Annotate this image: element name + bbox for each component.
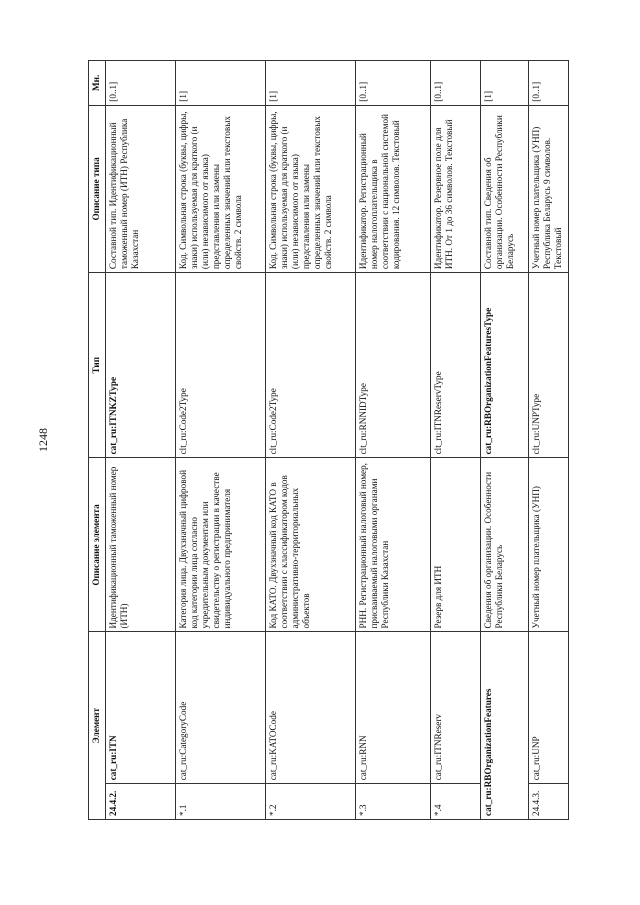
multiplicity: [1] xyxy=(266,61,356,106)
type-name: clt_ru:Code2Type xyxy=(266,273,356,458)
row-number: *.1 xyxy=(176,784,266,820)
element-description: Сведения об организации. Особенности Республики Беларусь xyxy=(481,458,529,632)
type-description: Составной тип. Сведения об организации. Особенности Республики Беларусь xyxy=(481,105,529,272)
type-description: Код. Символьная строка (буквы, цифры, знаки) используемая для краткого (и (или) независимого от языка) представления или замены определенных значений или текстовых свойств. 2 символа xyxy=(266,105,356,272)
table-row xyxy=(481,61,529,820)
table-row xyxy=(431,61,481,820)
element-description: Идентификационный таможенный номер (ИТН) xyxy=(106,458,176,632)
header-multiplicity: Мн. xyxy=(89,61,106,106)
rotated-table-container xyxy=(88,60,618,820)
type-description: Код. Символьная строка (буквы, цифры, знаки) используемая для краткого (и (или) независимого от языка) представления или замены определенных значений или текстовых свойств. 2 символа xyxy=(176,105,266,272)
header-type-description: Описание типа xyxy=(89,105,106,272)
element-name: cat_ru:ITNReserv xyxy=(431,632,481,784)
multiplicity: [0..1] xyxy=(106,61,176,106)
type-name: clt_ru:Code2Type xyxy=(176,273,266,458)
type-name: cat_ru:RBOrganizationFeaturesType xyxy=(481,273,529,458)
multiplicity: [0..1] xyxy=(356,61,431,106)
element-name: cat_ru:ITN xyxy=(106,632,176,784)
table-row xyxy=(266,61,356,820)
row-number: *.2 xyxy=(266,784,356,820)
element-description: Категория лица. Двухзначный цифровой код категории лица согласно учредительным документам или свидетельству о регистрации в качестве индивидуального предпринимателя xyxy=(176,458,266,632)
type-name: cat_ru:ITNKZType xyxy=(106,273,176,458)
type-description: Учетный номер плательщика (УНП) Республика Беларусь 9 символов. Текстовый xyxy=(529,105,569,272)
element-description: Резерв для ИТН xyxy=(431,458,481,632)
multiplicity: [1] xyxy=(176,61,266,106)
multiplicity: [1] xyxy=(481,61,529,106)
row-number: *.3 xyxy=(356,784,431,820)
type-name: clt_ru:RNNIDType xyxy=(356,273,431,458)
type-description: Идентификатор. Резервное поле для ИТН. От 1 до 36 символов. Текстовый xyxy=(431,105,481,272)
header-element-description: Описание элемента xyxy=(89,458,106,632)
element-name: cat_ru:RBOrganizationFeatures xyxy=(481,632,529,820)
type-name: clt_ru:ITNReservType xyxy=(431,273,481,458)
row-number: 24.4.2. xyxy=(106,784,176,820)
header-type: Тип xyxy=(89,273,106,458)
spec-table xyxy=(88,60,569,820)
element-description: РНН. Регистрационный налоговый номер, присваиваемый налоговыми органами Республики Казахстан xyxy=(356,458,431,632)
element-description: Код КАТО. Двухзначный код КАТО в соответствии с классификатором кодов административно-территориальных объектов xyxy=(266,458,356,632)
table-row xyxy=(356,61,431,820)
header-element: Элемент xyxy=(89,632,106,820)
table-row xyxy=(106,61,176,820)
element-name: cat_ru:KATOCode xyxy=(266,632,356,784)
element-name: cat_ru:RNN xyxy=(356,632,431,784)
row-number: *.4 xyxy=(431,784,481,820)
element-description: Учетный номер плательщика (УНП) xyxy=(529,458,569,632)
row-number: 24.4.3. xyxy=(529,784,569,820)
element-name: cat_ru:CategoryCode xyxy=(176,632,266,784)
type-description: Идентификатор. Регистрационный номер налогоплательщика в соответствии с национальной системой кодирования. 12 символов. Текстовый xyxy=(356,105,431,272)
type-name: clt_ru:UNPType xyxy=(529,273,569,458)
element-name: cat_ru:UNP xyxy=(529,632,569,784)
table-row xyxy=(529,61,569,820)
table-row xyxy=(176,61,266,820)
multiplicity: [0..1] xyxy=(431,61,481,106)
page-number: 1248 xyxy=(36,428,50,452)
multiplicity: [0..1] xyxy=(529,61,569,106)
table-header-row xyxy=(89,61,106,820)
type-description: Составной тип. Идентификационный таможенный номер (ИТН) Республика Казахстан xyxy=(106,105,176,272)
